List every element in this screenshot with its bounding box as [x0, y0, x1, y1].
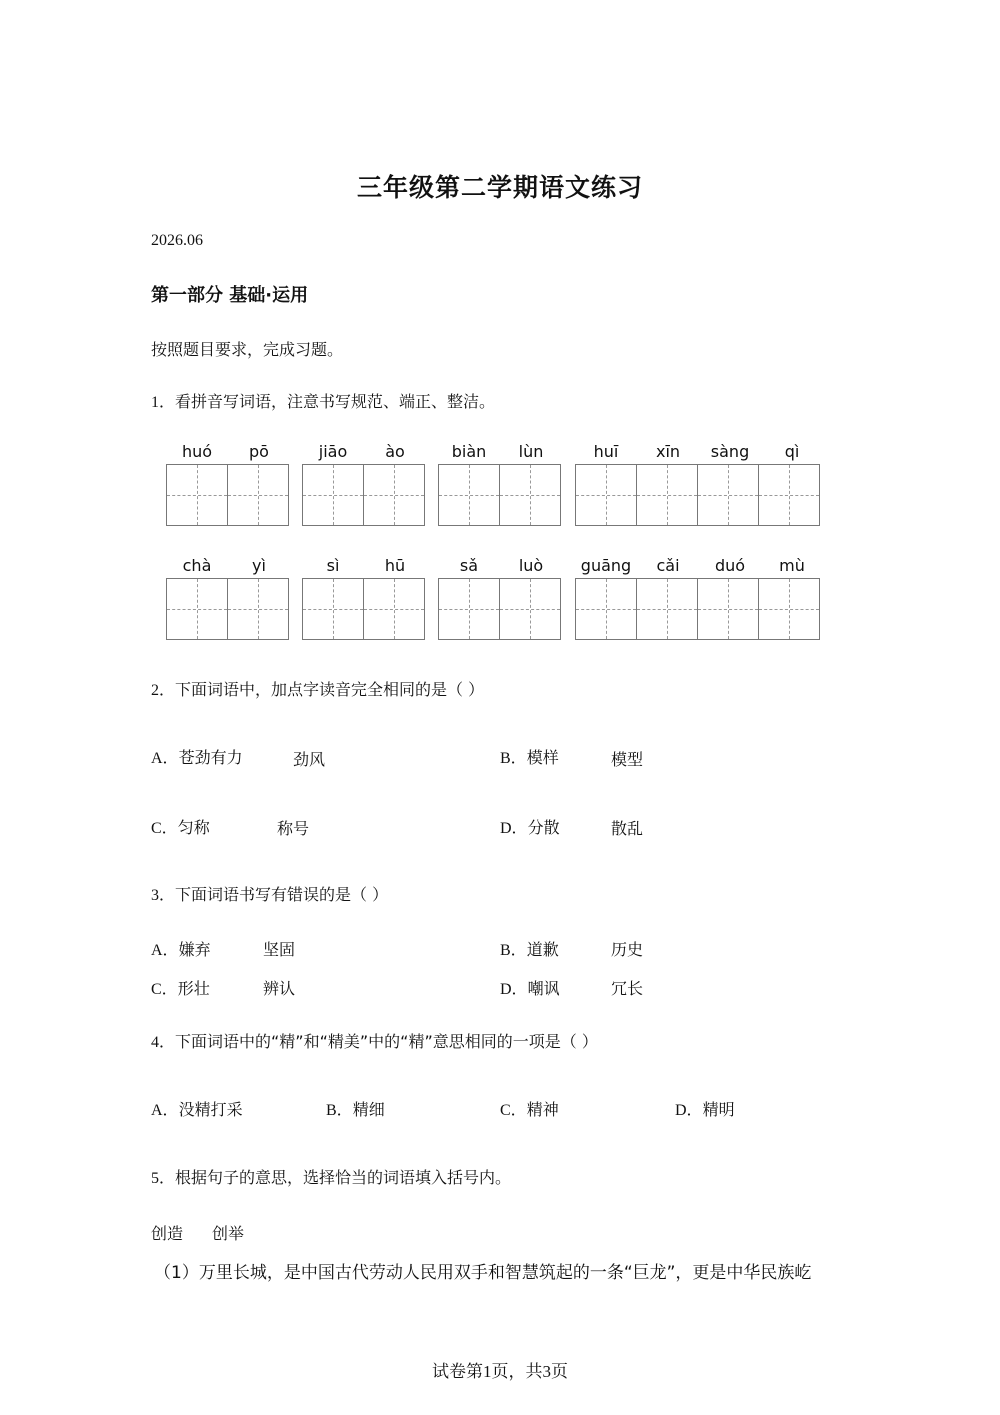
pinyin-label: huó — [181, 442, 213, 461]
q5-question — [151, 1165, 511, 1188]
q3-number: 3． — [151, 887, 176, 904]
q5-word-choice-2: 创举 — [212, 1224, 245, 1243]
option-letter: B． — [500, 942, 527, 959]
pinyin-label: hū — [384, 556, 406, 575]
writing-cell[interactable] — [302, 464, 364, 526]
option-letter: C． — [151, 981, 178, 998]
pinyin-label: guāng — [580, 556, 632, 575]
writing-cell[interactable] — [500, 464, 561, 526]
q1-text: 看拼音写词语，注意书写规范、端正、整洁。 — [175, 392, 496, 411]
q2-text: 下面词语中，加点字读音完全相同的是（ ） — [175, 680, 485, 699]
writing-grid[interactable] — [438, 578, 561, 640]
pinyin-label: huī — [593, 442, 619, 461]
option-word: 嘲讽 — [527, 979, 560, 998]
q4-question — [151, 1029, 598, 1052]
writing-cell[interactable] — [166, 464, 228, 526]
pinyin-label: duó — [714, 556, 746, 575]
writing-grid[interactable] — [166, 578, 289, 640]
writing-cell[interactable] — [575, 578, 637, 640]
option-word: 苍劲有力 — [178, 748, 243, 767]
q4-text: 下面词语中的“精”和“精美”中的“精”意思相同的一项是（ ） — [175, 1032, 598, 1051]
q3-option-a[interactable] — [151, 937, 211, 960]
page-footer: 试卷第1页，共3页 — [432, 1362, 568, 1381]
q2-question — [151, 677, 484, 700]
option-word: 道歉 — [526, 940, 559, 959]
pinyin-label: sǎ — [459, 556, 479, 575]
q3-option-c[interactable] — [151, 976, 210, 999]
q4-option-b[interactable] — [326, 1097, 385, 1120]
writing-cell[interactable] — [438, 464, 500, 526]
q3-option-a-word2: 坚固 — [263, 940, 296, 959]
q2-option-a-word2: 劲风 — [293, 750, 326, 769]
q2-option-b[interactable] — [500, 745, 559, 768]
q1-number: 1． — [151, 394, 176, 411]
pinyin-label: sì — [326, 556, 340, 575]
option-letter: B． — [326, 1102, 353, 1119]
q3-option-d[interactable] — [500, 976, 560, 999]
writing-cell[interactable] — [302, 578, 364, 640]
q4-option-d[interactable] — [675, 1097, 735, 1120]
pinyin-label: jiāo — [318, 442, 348, 461]
option-letter: C． — [151, 820, 178, 837]
writing-cell[interactable] — [759, 464, 820, 526]
pinyin-label: luò — [518, 556, 544, 575]
writing-grid[interactable] — [575, 464, 820, 526]
writing-cell[interactable] — [698, 578, 759, 640]
q2-option-b-word2: 模型 — [611, 750, 644, 769]
writing-cell[interactable] — [575, 464, 637, 526]
q3-option-d-word2: 冗长 — [611, 979, 644, 998]
writing-cell[interactable] — [637, 464, 698, 526]
pinyin-label: chà — [182, 556, 212, 575]
pinyin-label: pō — [249, 442, 269, 461]
writing-cell[interactable] — [228, 464, 289, 526]
option-letter: A． — [151, 750, 179, 767]
writing-cell[interactable] — [166, 578, 228, 640]
q2-option-d[interactable] — [500, 815, 560, 838]
page-title: 三年级第二学期语文练习 — [356, 173, 643, 202]
q4-number: 4． — [151, 1034, 176, 1051]
option-letter: D． — [500, 981, 528, 998]
q3-question — [151, 882, 388, 905]
q5-number: 5． — [151, 1170, 176, 1187]
pinyin-label: ào — [385, 442, 405, 461]
q5-sentence-1: （1）万里长城，是中国古代劳动人民用双手和智慧筑起的一条“巨龙”，更是中华民族屹 — [154, 1263, 812, 1283]
option-letter: C． — [500, 1102, 527, 1119]
pinyin-label: cǎi — [656, 556, 680, 575]
option-word: 精神 — [526, 1100, 559, 1119]
writing-cell[interactable] — [438, 578, 500, 640]
writing-cell[interactable] — [698, 464, 759, 526]
option-word: 精明 — [702, 1100, 735, 1119]
writing-cell[interactable] — [228, 578, 289, 640]
pinyin-label: mù — [779, 556, 805, 575]
q3-text: 下面词语书写有错误的是（ ） — [175, 885, 389, 904]
option-word: 匀称 — [177, 818, 210, 837]
option-letter: B． — [500, 750, 527, 767]
option-word: 分散 — [527, 818, 560, 837]
pinyin-label: lùn — [518, 442, 544, 461]
exam-date: 2026.06 — [151, 232, 203, 249]
option-word: 嫌弃 — [178, 940, 211, 959]
pinyin-label: sàng — [710, 442, 750, 461]
writing-grid[interactable] — [302, 464, 425, 526]
pinyin-label: biàn — [451, 442, 487, 461]
option-word: 没精打采 — [178, 1100, 243, 1119]
writing-grid[interactable] — [438, 464, 561, 526]
pinyin-label: yì — [252, 556, 266, 575]
q5-text: 根据句子的意思，选择恰当的词语填入括号内。 — [175, 1168, 512, 1187]
writing-cell[interactable] — [364, 464, 425, 526]
option-word: 形壮 — [177, 979, 210, 998]
q4-option-a[interactable] — [151, 1097, 243, 1120]
option-letter: A． — [151, 1102, 179, 1119]
writing-cell[interactable] — [364, 578, 425, 640]
q3-option-c-word2: 辨认 — [263, 979, 296, 998]
q2-option-d-word2: 散乱 — [611, 819, 644, 838]
q2-number: 2． — [151, 682, 176, 699]
q2-option-c[interactable] — [151, 815, 210, 838]
option-letter: A． — [151, 942, 179, 959]
writing-cell[interactable] — [759, 578, 820, 640]
writing-cell[interactable] — [637, 578, 698, 640]
q2-option-c-word2: 称号 — [277, 819, 310, 838]
q5-word-choice-1: 创造 — [151, 1224, 184, 1243]
option-word: 模样 — [526, 748, 559, 767]
writing-grid[interactable] — [575, 578, 820, 640]
pinyin-label: xīn — [655, 442, 681, 461]
q4-option-c[interactable] — [500, 1097, 559, 1120]
q3-option-b-word2: 历史 — [611, 940, 644, 959]
writing-grid[interactable] — [302, 578, 425, 640]
section-title: 第一部分 基础·运用 — [151, 285, 309, 306]
pinyin-label: qì — [784, 442, 800, 461]
writing-cell[interactable] — [500, 578, 561, 640]
q3-option-b[interactable] — [500, 937, 559, 960]
q2-option-a[interactable] — [151, 745, 243, 768]
option-word: 精细 — [352, 1100, 385, 1119]
q1-question — [151, 389, 495, 412]
writing-grid[interactable] — [166, 464, 289, 526]
option-letter: D． — [500, 820, 528, 837]
option-letter: D． — [675, 1102, 703, 1119]
instruction: 按照题目要求，完成习题。 — [151, 340, 344, 359]
